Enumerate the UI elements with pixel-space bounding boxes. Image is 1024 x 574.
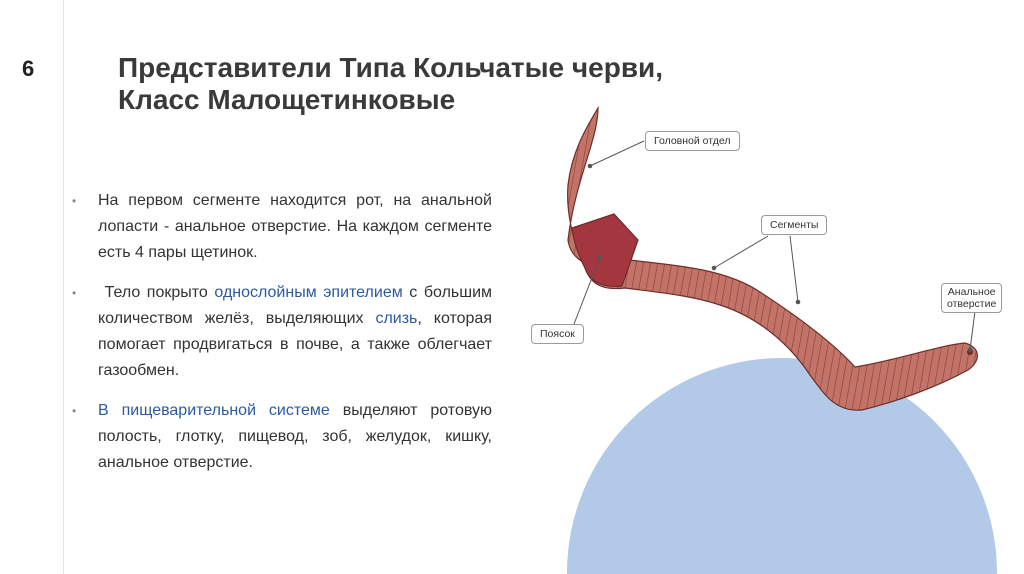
link-mucus[interactable]: слизь bbox=[375, 310, 418, 327]
label-anus-line1: Анальное bbox=[947, 286, 996, 298]
leader-segments-1 bbox=[714, 236, 768, 268]
link-digestive-system[interactable]: В пищеварительной системе bbox=[98, 402, 330, 419]
bullet-2-text-after: , которая помогает продвигаться в почве, а также облегчает газообмен. bbox=[98, 310, 492, 379]
label-anus-line2: отверстие bbox=[947, 298, 997, 310]
bullet-list bbox=[72, 188, 492, 490]
leader-anus bbox=[970, 311, 975, 350]
page-number: 6 bbox=[22, 56, 35, 81]
bullet-dot: • bbox=[72, 194, 77, 208]
bullet-item-1 bbox=[72, 188, 492, 266]
leader-segments-2 bbox=[790, 236, 798, 302]
link-epithelium[interactable]: однослойным эпителием bbox=[214, 284, 403, 301]
bullet-1-text: На первом сегменте находится рот, на анальной лопасти - анальное отверстие. На каждом сегменте есть 4 пары щетинок. bbox=[98, 192, 492, 261]
bullet-dot: • bbox=[72, 286, 77, 300]
bullet-2-text-before: Тело покрыто bbox=[98, 284, 215, 301]
bullet-dot: • bbox=[72, 404, 77, 418]
label-clitellum: Поясок bbox=[531, 324, 584, 344]
leader-head bbox=[590, 141, 644, 166]
bullet-3-text-after: выделяют ротовую полость, глотку, пищевод, зоб, желудок, кишку, анальное отверстие. bbox=[98, 402, 492, 471]
label-segments: Сегменты bbox=[761, 215, 827, 235]
bullet-2-text-mid: с большим количеством желёз, выделяющих bbox=[98, 284, 493, 327]
background-circle bbox=[567, 358, 997, 574]
title-line-1: Представители Типа Кольчатые черви, bbox=[118, 52, 664, 83]
label-head: Головной отдел bbox=[645, 131, 740, 151]
title-line-2: Класс Малощетинковые bbox=[118, 84, 456, 115]
label-anus bbox=[941, 283, 1002, 313]
bullet-item-3 bbox=[72, 398, 492, 476]
bullet-item-2 bbox=[72, 280, 492, 384]
